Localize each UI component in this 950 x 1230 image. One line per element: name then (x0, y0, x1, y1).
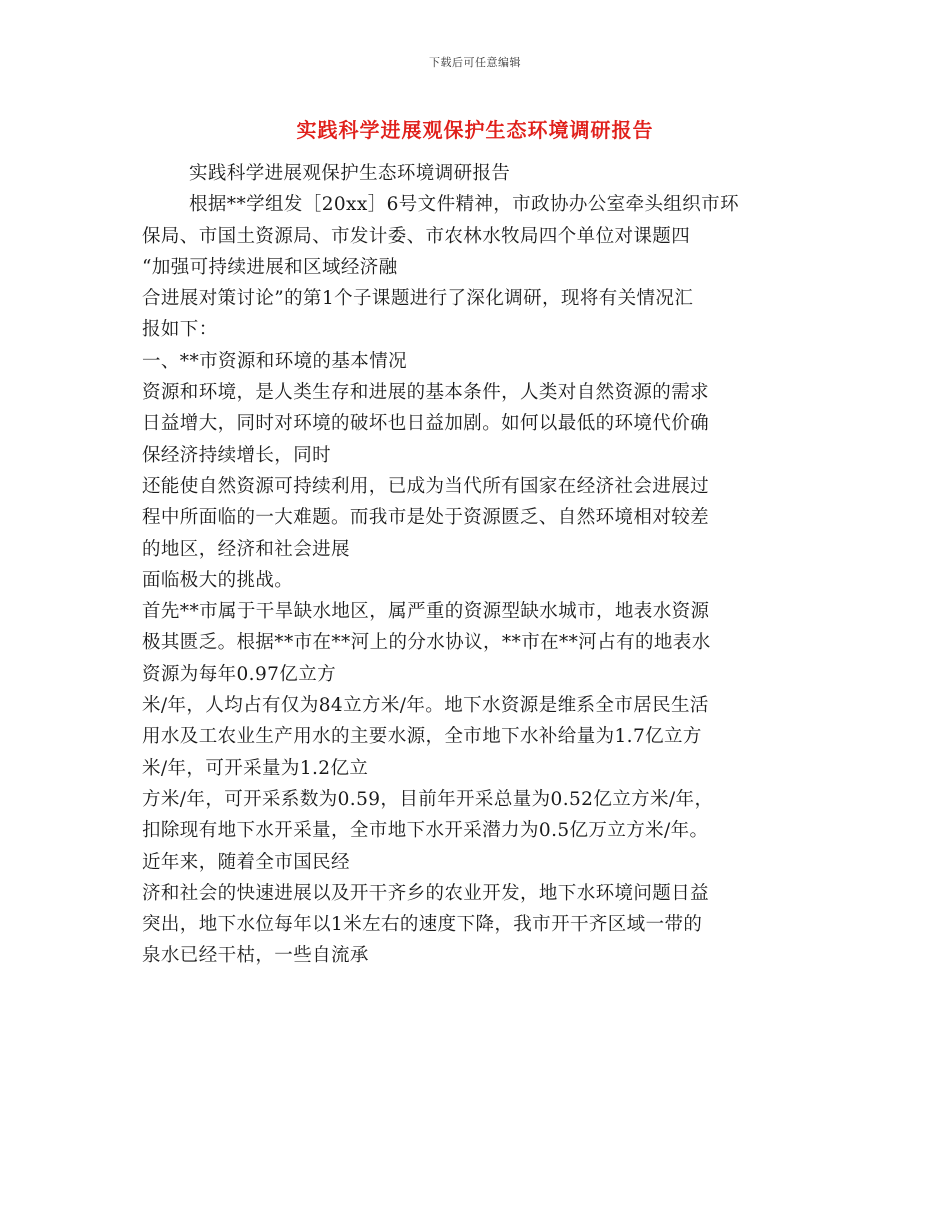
body-line: 日益增大，同时对环境的破坏也日益加剧。如何以最低的环境代价确 (142, 413, 710, 435)
body-line: 面临极大的挑战。 (142, 569, 294, 591)
body-line: 济和社会的快速进展以及开干齐乡的农业开发，地下水环境问题日益 (142, 882, 710, 904)
body-subtitle-line: 实践科学进展观保护生态环境调研报告 (189, 163, 511, 184)
body-line: “加强可持续进展和区域经济融 (142, 256, 398, 278)
body-line: 首先**市属于干旱缺水地区，属严重的资源型缺水城市，地表水资源 (142, 601, 710, 623)
body-line: 根据**学组发［20xx］6号文件精神，市政协办公室牵头组织市环 (189, 194, 739, 216)
body-line: 保局、市国土资源局、市发计委、市农林水牧局四个单位对课题四 (142, 225, 691, 247)
body-line: 资源和环境，是人类生存和进展的基本条件，人类对自然资源的需求 (142, 382, 710, 404)
body-line: 突出，地下水位每年以1米左右的速度下降，我市开干齐区域一带的 (142, 914, 703, 936)
body-line: 扣除现有地下水开采量，全市地下水开采潜力为0.5亿万立方米/年。 (142, 820, 709, 842)
section-heading: 一、**市资源和环境的基本情况 (142, 350, 408, 372)
body-line: 方米/年，可开采系数为0.59，目前年开采总量为0.52亿立方米/年， (142, 788, 714, 810)
body-line: 程中所面临的一大难题。而我市是处于资源匮乏、自然环境相对较差 (142, 507, 710, 529)
document-body (142, 158, 802, 972)
body-line: 还能使自然资源可持续利用，已成为当代所有国家在经济社会进展过 (142, 475, 710, 497)
body-line: 合进展对策讨论”的第1个子课题进行了深化调研，现将有关情况汇 (142, 288, 694, 310)
body-line: 的地区，经济和社会进展 (142, 538, 350, 560)
document-title: 实践科学进展观保护生态环境调研报告 (296, 118, 654, 142)
body-line: 近年来，随着全市国民经 (142, 851, 350, 873)
body-line: 极其匮乏。根据**市在**河上的分水协议，**市在**河占有的地表水 (142, 632, 711, 654)
body-line: 报如下： (142, 319, 218, 341)
header-note: 下载后可任意编辑 (429, 56, 521, 69)
body-line: 资源为每年0.97亿立方 (142, 663, 336, 685)
body-line: 保经济持续增长，同时 (142, 444, 332, 466)
body-line: 米/年，可开采量为1.2亿立 (142, 757, 369, 779)
body-line: 米/年，人均占有仅为84立方米/年。地下水资源是维系全市居民生活 (142, 695, 709, 717)
body-line: 用水及工农业生产用水的主要水源，全市地下水补给量为1.7亿立方 (142, 726, 702, 748)
body-line: 泉水已经干枯，一些自流承 (142, 945, 369, 967)
